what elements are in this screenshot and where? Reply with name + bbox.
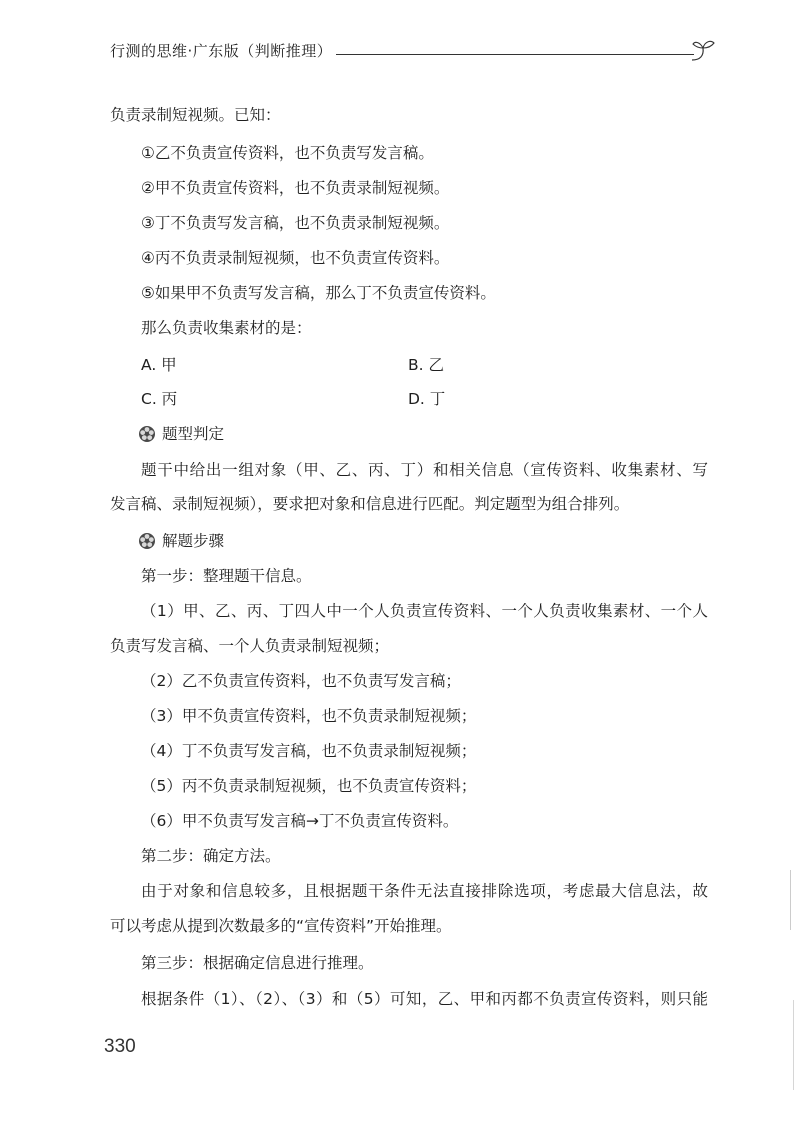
flower-bullet-icon (138, 532, 156, 550)
condition-4: ④丙不负责录制短视频，也不负责宣传资料。 (141, 249, 450, 267)
step2-line1: 由于对象和信息较多，且根据题干条件无法直接排除选项，考虑最大信息法，故 (141, 882, 708, 900)
step1-item2: （2）乙不负责宣传资料，也不负责写发言稿； (141, 672, 461, 690)
step1-item4: （4）丁不负责写发言稿，也不负责录制短视频； (141, 742, 477, 760)
section-steps-title: 解题步骤 (162, 532, 225, 550)
step1-item1-line2: 负责写发言稿、一个人负责录制短视频； (110, 637, 390, 655)
intro-line: 负责录制短视频。已知： (110, 106, 281, 124)
scan-artifact (790, 870, 791, 930)
header-rule (336, 54, 694, 55)
scan-artifact (793, 1000, 794, 1090)
option-c: C. 丙 (141, 390, 178, 408)
step3-line1: 根据条件（1）、（2）、（3）和（5）可知，乙、甲和丙都不负责宣传资料，则只能 (141, 990, 708, 1008)
section-steps-heading (138, 531, 224, 551)
question-line: 那么负责收集素材的是： (141, 319, 312, 337)
section-type-heading (138, 424, 224, 444)
step2-title: 第二步：确定方法。 (141, 847, 281, 865)
step1-item3: （3）甲不负责宣传资料，也不负责录制短视频； (141, 707, 477, 725)
condition-5: ⑤如果甲不负责写发言稿，那么丁不负责宣传资料。 (141, 284, 496, 302)
condition-2: ②甲不负责宣传资料，也不负责录制短视频。 (141, 179, 450, 197)
section-type-title: 题型判定 (162, 425, 225, 443)
step1-item5: （5）丙不负责录制短视频，也不负责宣传资料； (141, 777, 477, 795)
running-header (110, 36, 708, 66)
step1-item1-line1: （1）甲、乙、丙、丁四人中一个人负责宣传资料、一个人负责收集素材、一个人 (141, 602, 708, 620)
page-number: 330 (104, 1036, 136, 1057)
sprout-ornament-icon (690, 38, 716, 62)
step1-title: 第一步：整理题干信息。 (141, 567, 312, 585)
flower-bullet-icon (138, 425, 156, 443)
step3-title: 第三步：根据确定信息进行推理。 (141, 954, 374, 972)
condition-3: ③丁不负责写发言稿，也不负责录制短视频。 (141, 214, 450, 232)
header-title: 行测的思维·广东版（判断推理） (110, 42, 333, 60)
step1-item6: （6）甲不负责写发言稿→丁不负责宣传资料。 (141, 812, 459, 830)
option-d: D. 丁 (408, 390, 446, 408)
option-b: B. 乙 (408, 356, 444, 374)
option-a: A. 甲 (141, 356, 177, 374)
step2-line2: 可以考虑从提到次数最多的“宣传资料”开始推理。 (110, 917, 452, 935)
type-paragraph-line2: 发言稿、录制短视频），要求把对象和信息进行匹配。判定题型为组合排列。 (110, 495, 630, 513)
condition-1: ①乙不负责宣传资料，也不负责写发言稿。 (141, 144, 434, 162)
type-paragraph-line1: 题干中给出一组对象（甲、乙、丙、丁）和相关信息（宣传资料、收集素材、写 (141, 461, 708, 479)
